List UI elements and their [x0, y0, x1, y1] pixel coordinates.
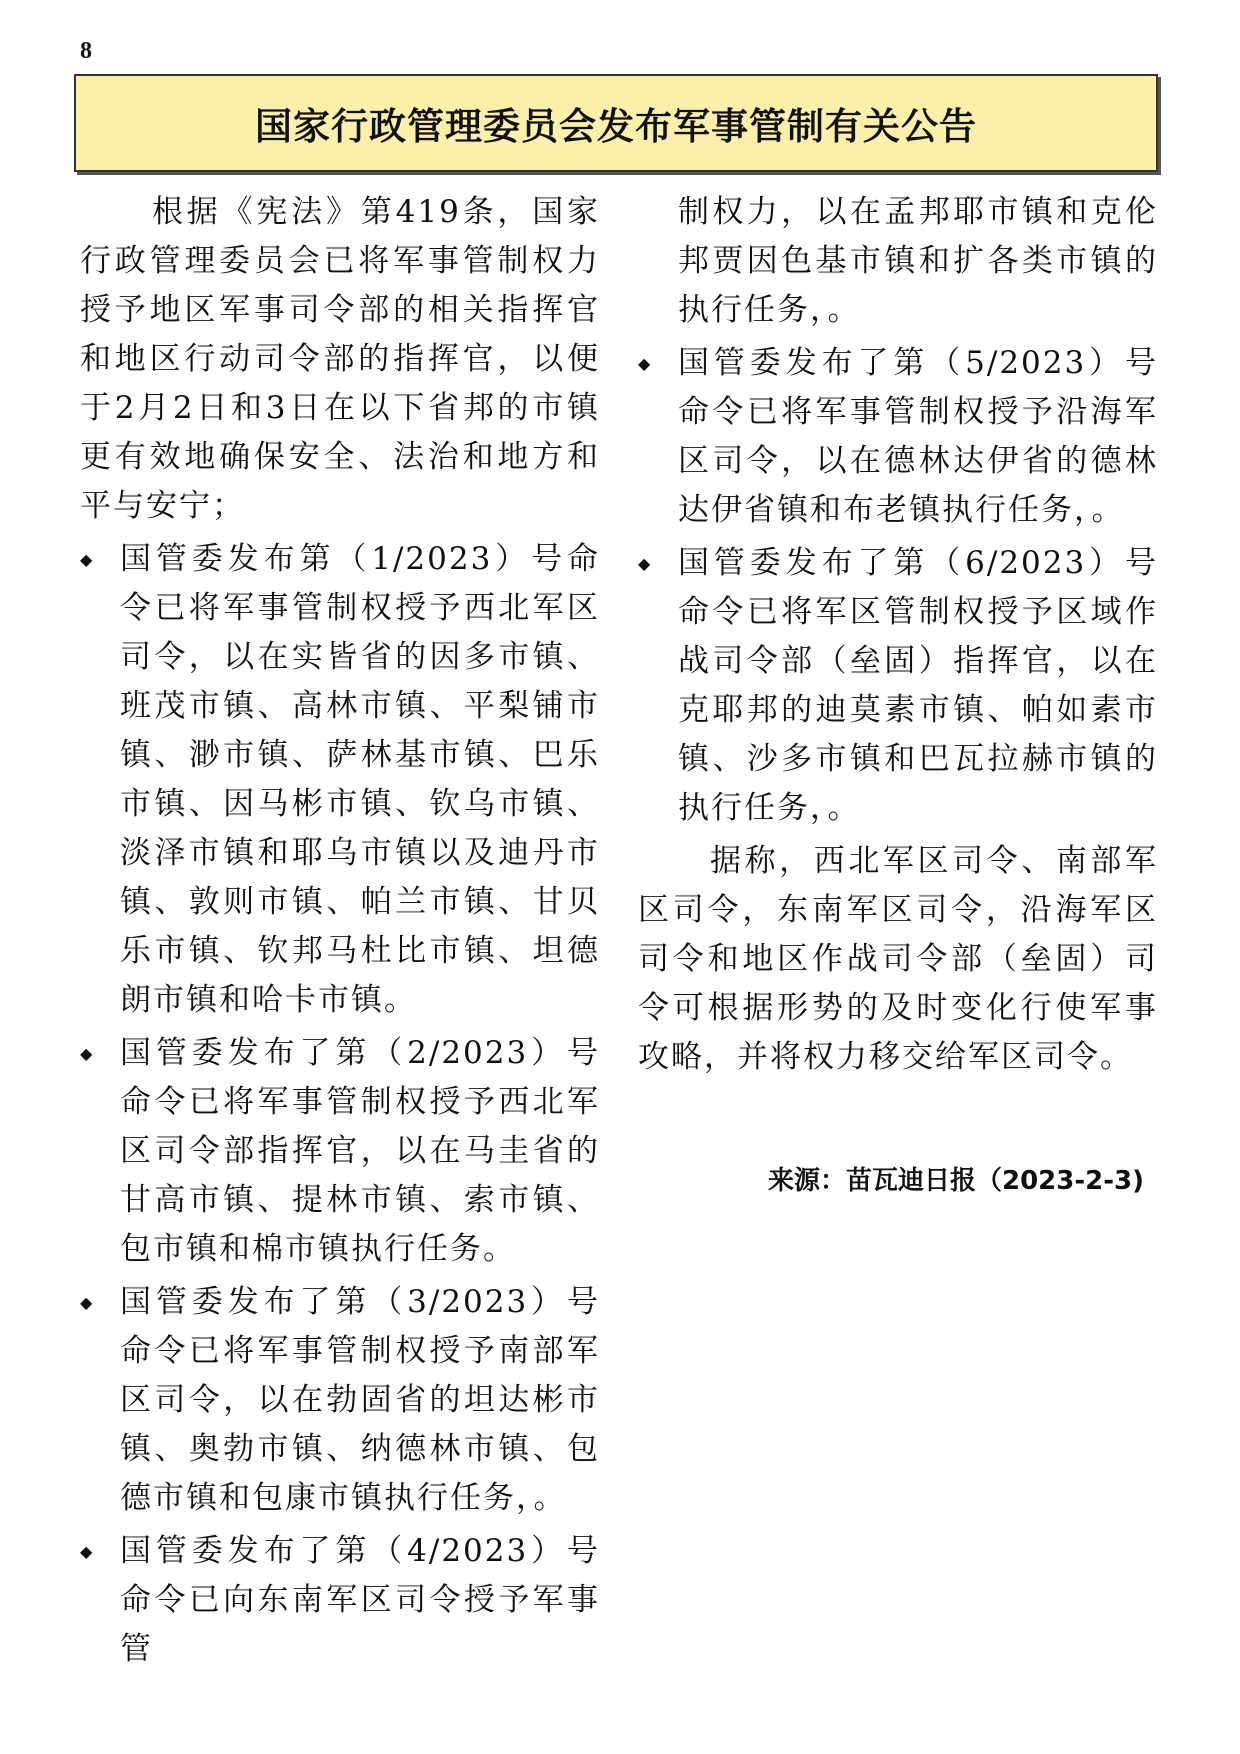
- list-item-text: 国管委发布了第（5/2023）号命令已将军事管制权授予沿海军区司令，以在德林达伊省的德林达伊省镇和布老镇执行任务，。: [678, 345, 1158, 528]
- list-item-text: 国管委发布第（1/2023）号命令已将军事管制权授予西北军区司令，以在实皆省的因多市镇、班茂市镇、高林市镇、平梨铺市镇、渺市镇、萨林基市镇、巴乐市镇、因马彬市镇、钦乌市镇、淡泽市镇和耶乌市镇以及迪丹市镇、敦则市镇、帕兰市镇、甘贝乐市镇、钦邦马杜比市镇、坦德朗市镇和哈卡市镇。: [120, 541, 600, 1018]
- closing-paragraph: 据称，西北军区司令、南部军区司令，东南军区司令，沿海军区司令和地区作战司令部（垒固）司令可根据形势的及时变化行使军事攻略，并将权力移交给军区司令。: [638, 843, 1158, 1075]
- diamond-bullet-icon: ◆: [80, 1542, 95, 1561]
- diamond-bullet-icon: ◆: [638, 354, 653, 373]
- list-item-text: 国管委发布了第（3/2023）号命令已将军事管制权授予南部军区司令，以在勃固省的坦达彬市镇、奥勃市镇、纳德林市镇、包德市镇和包康市镇执行任务，。: [120, 1284, 600, 1516]
- diamond-bullet-icon: ◆: [80, 1293, 95, 1312]
- list-item-continued: [638, 188, 1158, 335]
- list-item: [80, 1527, 600, 1674]
- list-item: [638, 339, 1158, 535]
- left-column: [80, 188, 600, 1674]
- list-item-text: 国管委发布了第（6/2023）号命令已将军区管制权授予区域作战司令部（垒固）指挥官，以在克耶邦的迪莫素市镇、帕如素市镇、沙多市镇和巴瓦拉赫市镇的执行任务，。: [678, 545, 1158, 826]
- list-item: [80, 1029, 600, 1274]
- list-item: [638, 539, 1158, 833]
- page-title: 国家行政管理委员会发布军事管制有关公告: [255, 105, 977, 148]
- page-number: 8: [80, 38, 92, 64]
- title-banner: [74, 74, 1158, 172]
- diamond-bullet-icon: ◆: [80, 1044, 95, 1063]
- list-item-text: 国管委发布了第（2/2023）号命令已将军事管制权授予西北军区司令部指挥官，以在马圭省的甘高市镇、提林市镇、索市镇、包市镇和棉市镇执行任务。: [120, 1035, 600, 1267]
- order-list-left: [80, 535, 600, 1674]
- list-item: [80, 1278, 600, 1523]
- intro-paragraph: 根据《宪法》第419条，国家行政管理委员会已将军事管制权力授予地区军事司令部的相关指挥官和地区行动司令部的指挥官，以便于2月2日和3日在以下省邦的市镇更有效地确保安全、法治和地方和平与安宁；: [80, 194, 600, 524]
- list-item-text: 制权力，以在孟邦耶市镇和克伦邦贾因色基市镇和扩各类市镇的执行任务，。: [678, 194, 1158, 328]
- list-item-text: 国管委发布了第（4/2023）号命令已向东南军区司令授予军事管: [120, 1533, 600, 1667]
- list-item: [80, 535, 600, 1025]
- order-list-right: [638, 188, 1158, 833]
- diamond-bullet-icon: ◆: [638, 554, 653, 573]
- source-citation: 来源：苗瓦迪日报（2023-2-3): [767, 1166, 1144, 1196]
- diamond-bullet-icon: ◆: [80, 550, 95, 569]
- right-column: [638, 188, 1158, 1082]
